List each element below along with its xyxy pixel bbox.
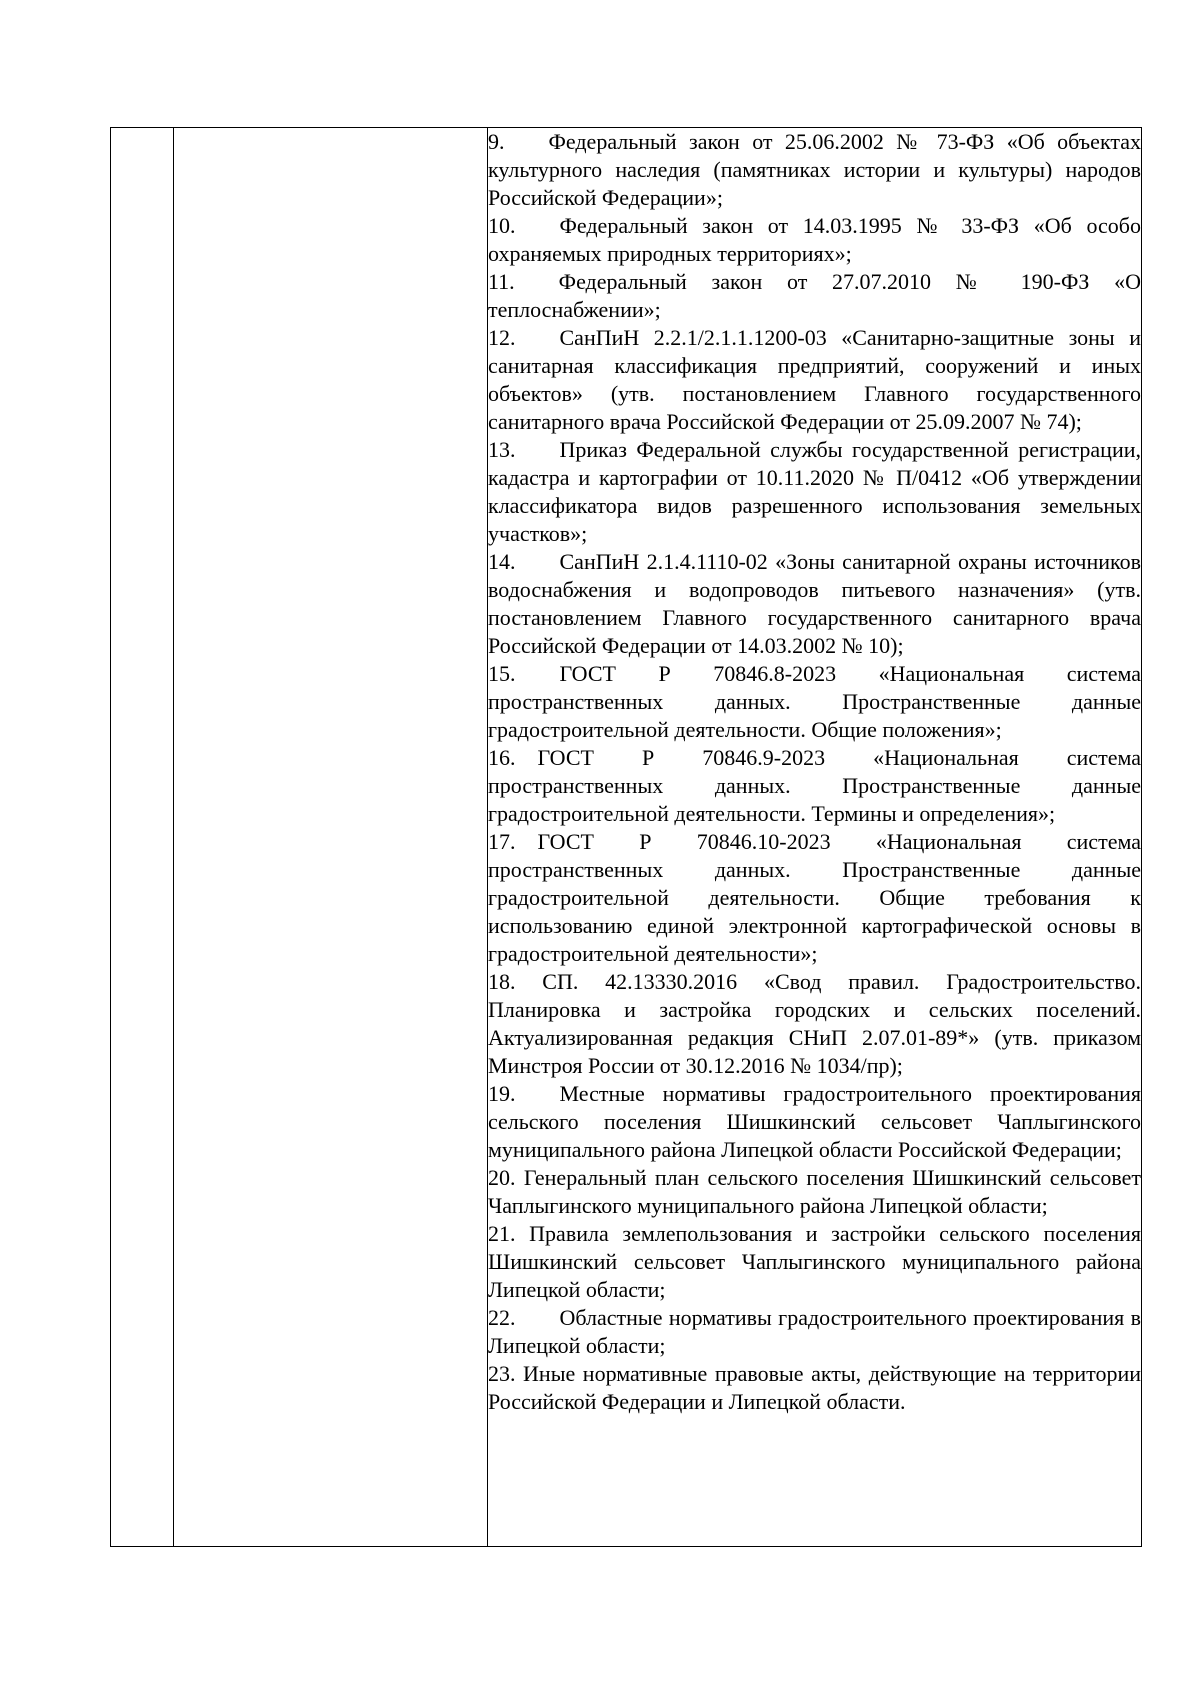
content-column-cell — [488, 128, 1142, 1547]
table-row — [111, 128, 1142, 1547]
list-item: 12. СанПиН 2.2.1/2.1.1.1200-03 «Санитарно-защитные зоны и санитарная классификация предприятий, сооружений и иных объектов» (утв. постановлением Главного государственного санитарного врача Российской Федерации от 25.09.2007 № 74); — [488, 325, 1141, 434]
list-item: 9. Федеральный закон от 25.06.2002 № 73-ФЗ «Об объектах культурного наследия (памятниках истории и культуры) народов Российской Федерации»; — [488, 129, 1141, 210]
list-item: 20. Генеральный план сельского поселения Шишкинский сельсовет Чаплыгинского муниципального района Липецкой области; — [488, 1165, 1141, 1218]
number-column-cell — [111, 128, 174, 1547]
legal-acts-table — [110, 127, 1142, 1547]
list-item: 19. Местные нормативы градостроительного проектирования сельского поселения Шишкинский сельсовет Чаплыгинского муниципального района Липецкой области Российской Федерации; — [488, 1081, 1141, 1162]
list-item: 11. Федеральный закон от 27.07.2010 № 190-ФЗ «О теплоснабжении»; — [488, 269, 1141, 322]
list-item: 16. ГОСТ Р 70846.9-2023 «Национальная система пространственных данных. Пространственные данные градостроительной деятельности. Термины и определения»; — [488, 745, 1141, 826]
list-item: 10. Федеральный закон от 14.03.1995 № 33-ФЗ «Об особо охраняемых природных территориях»; — [488, 213, 1141, 266]
list-item: 14. СанПиН 2.1.4.1110-02 «Зоны санитарной охраны источников водоснабжения и водопроводов питьевого назначения» (утв. постановлением Главного государственного санитарного врача Российской Федерации от 14.03.2002 № 10); — [488, 549, 1141, 658]
list-item: 22. Областные нормативы градостроительного проектирования в Липецкой области; — [488, 1305, 1141, 1358]
name-column-cell — [174, 128, 488, 1547]
list-item: 21. Правила землепользования и застройки сельского поселения Шишкинский сельсовет Чаплыгинского муниципального района Липецкой области; — [488, 1221, 1141, 1302]
list-item: 17. ГОСТ Р 70846.10-2023 «Национальная система пространственных данных. Пространственные данные градостроительной деятельности. Общие требования к использованию единой электронной картографической основы в градостроительной деятельности»; — [488, 829, 1141, 966]
list-item: 15. ГОСТ Р 70846.8-2023 «Национальная система пространственных данных. Пространственные данные градостроительной деятельности. Общие положения»; — [488, 661, 1141, 742]
list-item: 23. Иные нормативные правовые акты, действующие на территории Российской Федерации и Липецкой области. — [488, 1361, 1141, 1414]
list-item: 18. СП. 42.13330.2016 «Свод правил. Градостроительство. Планировка и застройка городских и сельских поселений. Актуализированная редакция СНиП 2.07.01-89*» (утв. приказом Минстроя России от 30.12.2016 № 1034/пр); — [488, 969, 1141, 1078]
list-item: 13. Приказ Федеральной службы государственной регистрации, кадастра и картографии от 10.11.2020 № П/0412 «Об утверждении классификатора видов разрешенного использования земельных участков»; — [488, 437, 1141, 546]
